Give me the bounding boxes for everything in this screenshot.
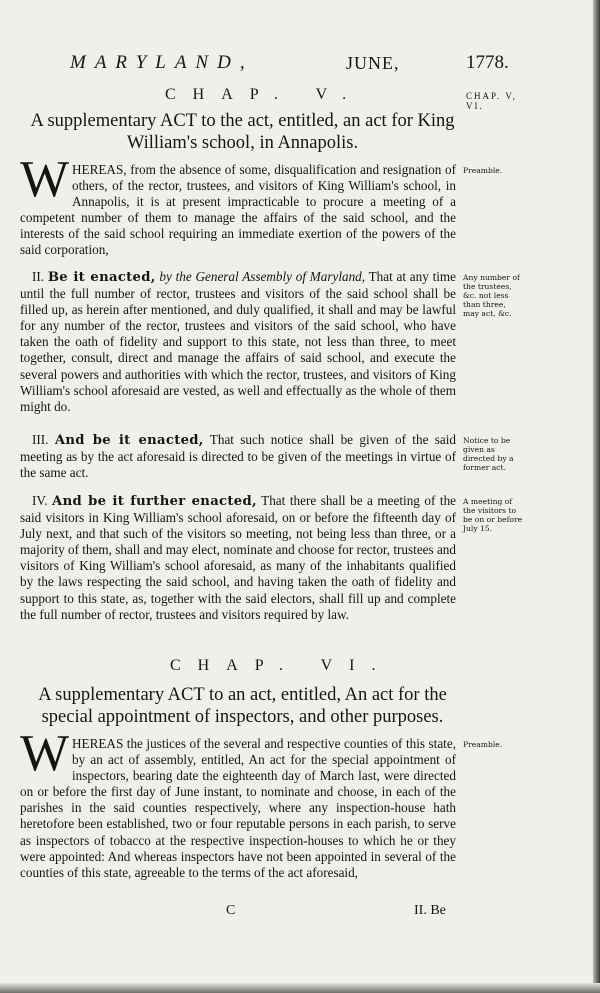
- running-head-month: JUNE,: [346, 53, 400, 73]
- chapter-6-heading: CHAP. VI.: [170, 657, 393, 674]
- section-2-text: That at any time until the full number of rector, trustees and visitors of the said school shall be filled up, as herein after mentioned, and duly qualified, it shall and may be lawful for any number of the rector, trustees and visitors of the said school, who have taken the oath of fidelity and support to this state, not less than three, to meet together, consult, direct and manage the affairs of said school, and execute the several powers and authorities with which the rector, trustees, and visitors of King William's school aforesaid are vested, as well and effectually as the whole of them might do.: [20, 269, 457, 414]
- chapter-5-preamble-note: Preamble.: [463, 166, 503, 175]
- section-4-number: IV.: [32, 493, 48, 508]
- scan-right-edge: [593, 0, 600, 993]
- chapter-5-section-3: [20, 432, 456, 481]
- chapter-6-preamble-text: HEREAS the justices of the several and respective counties of this state, by an act of assembly, entitled, An act for the special appointment of inspectors, bearing date the eighteenth day of March last, were directed on or before the first day of June instant, to nominate and choose, in each of the parishes in the said counties respectively, where any inspection-house hath heretofore been established, two or four reputable persons in each parish, to serve as inspectors of tobacco at the respective inspection-houses to which he or they were appointed: And whereas inspectors have not been appointed in several of the counties of this state, agreeable to the terms of the act aforesaid,: [20, 736, 456, 880]
- running-head-year: 1778.: [466, 52, 509, 73]
- section-4-marginal-note: A meeting of the visitors to be on or before July 15.: [463, 497, 523, 533]
- chapter-5-drop-cap: W: [20, 151, 70, 208]
- running-head-place: MARYLAND,: [70, 52, 254, 73]
- chapter-5-title: A supplementary ACT to the act, entitled, an act for King William's school, in Annapolis.: [30, 111, 455, 153]
- chapter-5-preamble-text: HEREAS, from the absence of some, disqualification and resignation of others, of the rector, trustees, and visitors of King William's school, in Annapolis, it is at present impracticable to procure a meeting of a competent number of them to manage the affairs of the said school, and the interests of the said school requiring an immediate exertion of the powers of the said corporation,: [20, 162, 456, 258]
- section-4-text: That there shall be a meeting of the said visitors in King William's school aforesaid, on or before the fifteenth day of July next, and that such of the visitors so meeting, not being less than three, or a majority of them, shall and may elect, nominate and choose for rector, trustees and visitors of King William's school aforesaid, as many of the inhabitants qualified by the laws respecting the said school, and having taken the oath of fidelity and support to this state, as, together with the said electors, shall fill up and complete the full number of rector, trustees and visitors required by law.: [20, 493, 457, 622]
- chapter-6-preamble-note: Preamble.: [463, 740, 503, 749]
- section-3-marginal-note: Notice to be given as directed by a former act.: [463, 436, 514, 472]
- chapter-6-drop-cap: W: [20, 725, 70, 782]
- chapter-5-heading: CHAP. V.: [165, 86, 364, 103]
- section-4-enacting-clause: And be it further enacted,: [52, 494, 257, 509]
- section-2-number: II.: [32, 269, 45, 284]
- section-3-number: III.: [32, 432, 49, 447]
- scan-bottom-edge: [0, 983, 600, 993]
- margin-chapter-label: CHAP. V, VI.: [466, 91, 517, 111]
- chapter-5-section-2: [20, 269, 456, 415]
- chapter-5-preamble: [20, 162, 456, 259]
- section-3-enacting-clause: And be it enacted,: [54, 433, 204, 448]
- section-2-enacting-clause: Be it enacted,: [47, 270, 156, 285]
- catchword: II. Be: [414, 903, 446, 918]
- section-2-marginal-note: Any number of the trustees, &c. not less than three, may act, &c.: [463, 273, 520, 318]
- signature-mark: C: [226, 903, 236, 918]
- section-3-text: That such notice shall be given of the said meeting as by the act aforesaid is directed to be given of the meetings in virtue of the same act.: [20, 432, 456, 481]
- running-head: [70, 52, 520, 78]
- chapter-6-preamble: [20, 736, 456, 881]
- chapter-5-section-4: [20, 493, 456, 623]
- section-2-authority: by the General Assembly of Maryland,: [159, 269, 366, 284]
- chapter-6-title: A supplementary ACT to an act, entitled, An act for the special appointment of inspectors, and other purposes.: [38, 685, 447, 727]
